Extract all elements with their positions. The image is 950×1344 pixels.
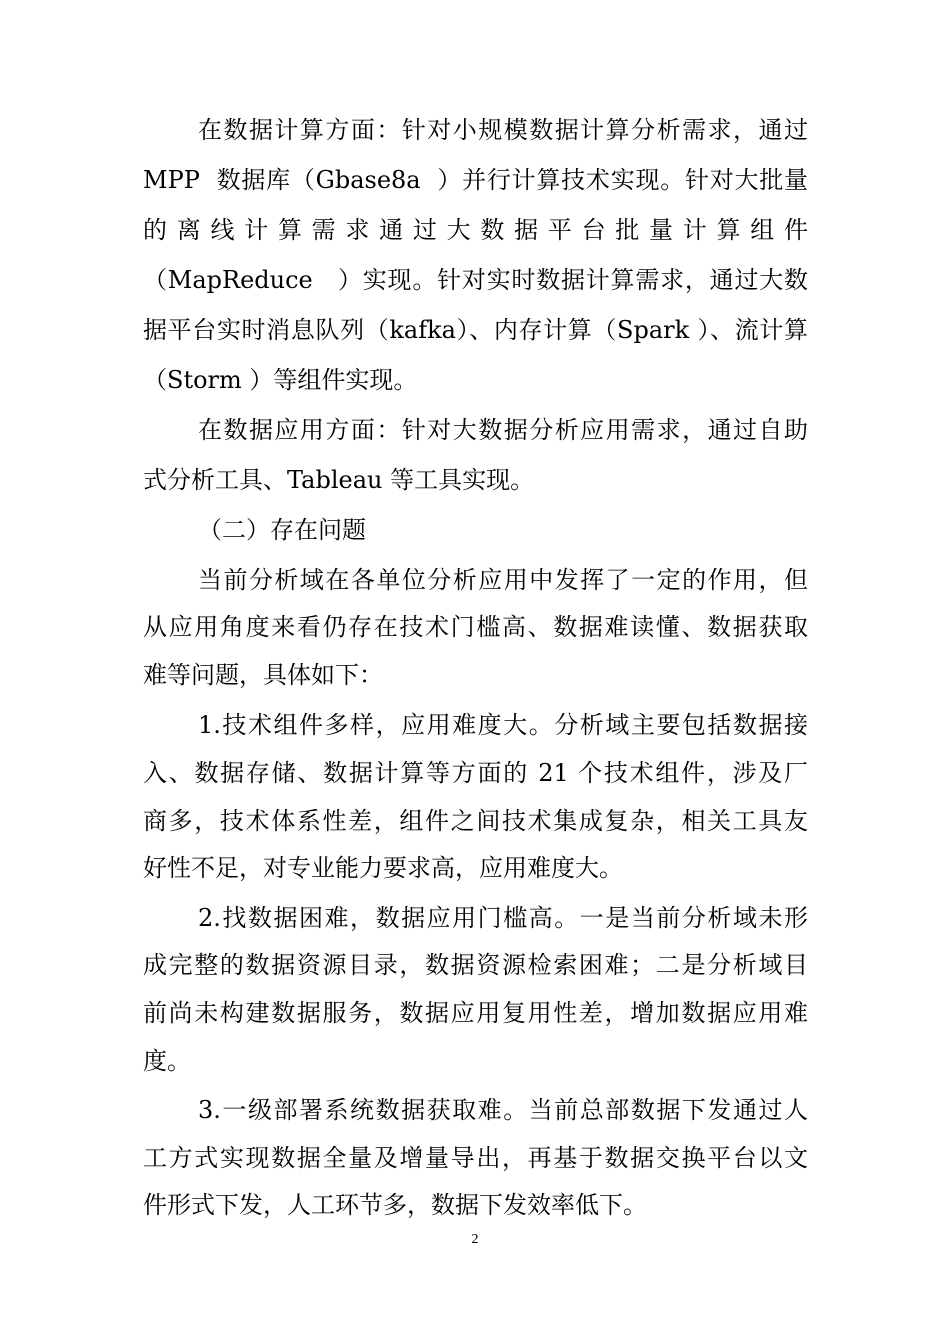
- page-number: 2: [471, 1232, 479, 1247]
- paragraph-application-line-2: 式分析工具、Tableau 等工具实现。: [143, 466, 535, 494]
- item-1-line-1: 1.技术组件多样，应用难度大。分析域主要包括数据接: [198, 711, 808, 739]
- item-1-line-2: 入、数据存储、数据计算等方面的 21 个技术组件，涉及厂: [143, 759, 808, 787]
- section-heading: （二）存在问题: [198, 516, 366, 544]
- item-3-line-1: 3.一级部署系统数据获取难。当前总部数据下发通过人: [198, 1096, 808, 1124]
- paragraph-compute-line-4: （MapReduce ）实现。针对实时数据计算需求，通过大数: [143, 266, 808, 294]
- item-3-line-3: 件形式下发，人工环节多，数据下发效率低下。: [143, 1191, 647, 1219]
- paragraph-intro-line-1: 当前分析域在各单位分析应用中发挥了一定的作用，但: [198, 566, 808, 594]
- paragraph-compute-line-1: 在数据计算方面：针对小规模数据计算分析需求，通过: [198, 116, 808, 144]
- item-1-line-4: 好性不足，对专业能力要求高，应用难度大。: [143, 854, 623, 882]
- paragraph-compute-line-5: 据平台实时消息队列（kafka）、内存计算（Spark ）、流计算: [143, 316, 808, 344]
- paragraph-compute-line-2: MPP 数据库（Gbase8a ）并行计算技术实现。针对大批量: [143, 166, 808, 194]
- item-2-line-2: 成完整的数据资源目录，数据资源检索困难；二是分析域目: [143, 951, 808, 979]
- paragraph-intro-line-3: 难等问题，具体如下：: [143, 661, 383, 689]
- paragraph-intro-line-2: 从应用角度来看仍存在技术门槛高、数据难读懂、数据获取: [143, 613, 808, 641]
- item-2-line-3: 前尚未构建数据服务，数据应用复用性差，增加数据应用难: [143, 999, 808, 1027]
- item-1-line-3: 商多，技术体系性差，组件之间技术集成复杂，相关工具友: [143, 807, 808, 835]
- item-2-line-1: 2.找数据困难，数据应用门槛高。一是当前分析域未形: [198, 904, 808, 932]
- paragraph-application-line-1: 在数据应用方面：针对大数据分析应用需求，通过自助: [198, 416, 808, 444]
- item-3-line-2: 工方式实现数据全量及增量导出，再基于数据交换平台以文: [143, 1144, 808, 1172]
- paragraph-compute-line-6: （Storm ）等组件实现。: [143, 366, 418, 394]
- paragraph-compute-line-3: 的 离 线 计 算 需 求 通 过 大 数 据 平 台 批 量 计 算 组 件: [143, 216, 808, 244]
- item-2-line-4: 度。: [143, 1047, 191, 1075]
